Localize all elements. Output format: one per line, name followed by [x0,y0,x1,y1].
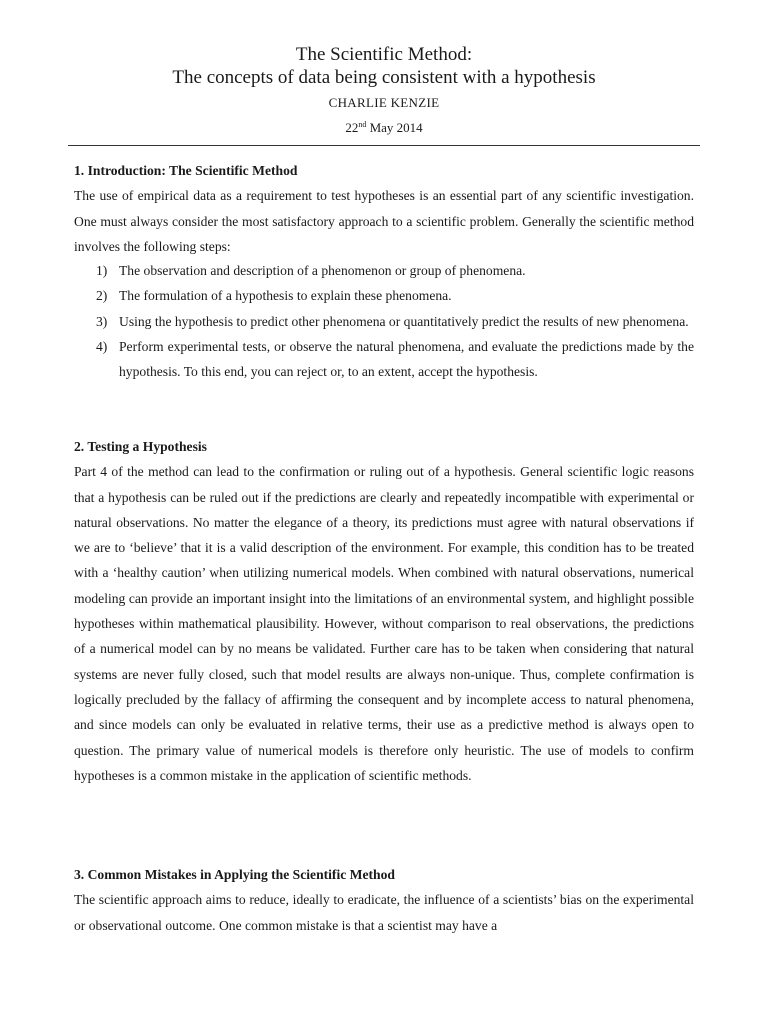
section-paragraph: Part 4 of the method can lead to the confirmation or ruling out of a hypothesis. General scientific logic reasons that a hypothesis can be ruled out if the predictions are clearly and repeatedly incompatible with experimental or natural observations. No matter the elegance of a theory, its predictions must agree with natural observations if we are to ‘believe’ that it is a valid description of the environment. For example, this condition has to be treated with a ‘healthy caution’ when utilizing numerical models. When combined with natural observations, numerical modeling can provide an important insight into the limitations of an environmental system, and highlight possible hypotheses within mathematical plausibility. However, without comparison to real observations, the predictions of a numerical model can by no means be validated. Further care has to be taken when considering that natural systems are never fully closed, such that model results are always non-unique. Thus, complete confirmation is logically precluded by the fallacy of affirming the consequent and by incomplete access to natural phenomena, and since models can only be evaluated in relative terms, their use as a predictive method is always open to question. The primary value of numerical models is therefore only heuristic. The use of models to confirm hypotheses is a common mistake in the application of scientific methods. [74,464,694,783]
list-item-text: The formulation of a hypothesis to explain these phenomena. [119,288,452,304]
header-divider [68,145,700,146]
document-title-line-1: The Scientific Method: [295,44,473,65]
section-testing-hypothesis [74,434,694,788]
document-title-line-2: The concepts of data being consistent with a hypothesis [172,67,596,88]
section-introduction [74,158,694,259]
list-item [74,258,694,283]
section-heading: 1. Introduction: The Scientific Method [74,163,298,178]
date-day: 22 [345,120,359,135]
section-paragraph: The use of empirical data as a requirement to test hypotheses is an essential part of any scientific investigation. One must always consider the most satisfactory approach to a scientific problem. Generally the scientific method involves the following steps: [74,188,694,254]
method-steps-list [74,258,694,384]
section-common-mistakes [74,862,694,938]
section-paragraph: The scientific approach aims to reduce, ideally to eradicate, the influence of a scientists’ bias on the experimental or observational outcome. One common mistake is that a scientist may have a [74,892,694,933]
list-item-number: 1) [96,263,108,278]
list-item-text: Perform experimental tests, or observe the natural phenomena, and evaluate the predictions made by the hypothesis. To this end, you can reject or, to an extent, accept the hypothesis. [119,338,694,380]
author-name: CHARLIE KENZIE [328,95,440,110]
section-heading: 3. Common Mistakes in Applying the Scientific Method [74,867,395,882]
date-month-year: May 2014 [366,120,423,135]
list-item-number: 2) [96,288,108,304]
list-item-text: Using the hypothesis to predict other phenomena or quantitatively predict the results of new phenomena. [119,313,689,329]
document-date [0,120,768,136]
list-item-text: The observation and description of a phenomenon or group of phenomena. [119,263,526,278]
date-suffix: nd [358,120,367,129]
list-item [74,334,694,385]
list-item-number: 3) [96,313,108,329]
list-item-number: 4) [96,338,108,354]
list-item [74,309,694,334]
section-heading: 2. Testing a Hypothesis [74,439,207,454]
list-item [74,283,694,308]
